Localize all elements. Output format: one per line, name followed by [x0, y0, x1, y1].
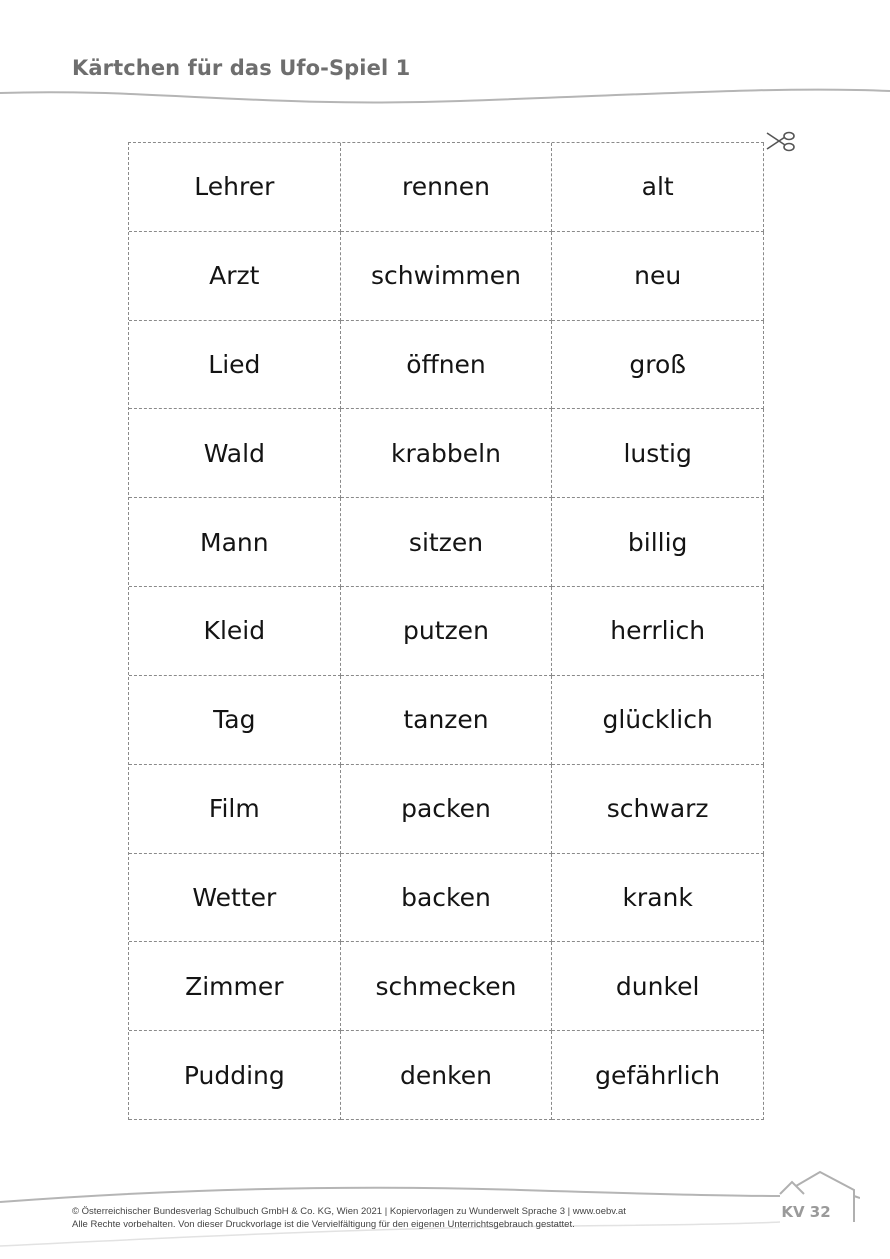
footer-copyright: [72, 1205, 626, 1231]
word-card: dunkel: [552, 942, 764, 1031]
word-card: krank: [552, 854, 764, 943]
word-card: Mann: [129, 498, 341, 587]
header-divider: [0, 86, 890, 112]
word-card: rennen: [341, 143, 553, 232]
word-card: Pudding: [129, 1031, 341, 1120]
page-title: Kärtchen für das Ufo-Spiel 1: [72, 56, 411, 80]
word-card: sitzen: [341, 498, 553, 587]
word-card: groß: [552, 321, 764, 410]
word-card: Arzt: [129, 232, 341, 321]
word-card: packen: [341, 765, 553, 854]
word-card: krabbeln: [341, 409, 553, 498]
word-card: putzen: [341, 587, 553, 676]
word-card-grid: [128, 142, 764, 1120]
word-card: öffnen: [341, 321, 553, 410]
word-card: Zimmer: [129, 942, 341, 1031]
word-card: Wetter: [129, 854, 341, 943]
word-card: alt: [552, 143, 764, 232]
word-card: denken: [341, 1031, 553, 1120]
page-number-badge: KV 32: [781, 1203, 831, 1221]
word-card: backen: [341, 854, 553, 943]
scissors-icon: [764, 128, 796, 156]
word-card: herrlich: [552, 587, 764, 676]
word-card: neu: [552, 232, 764, 321]
footer-line-1: © Österreichischer Bundesverlag Schulbuch GmbH & Co. KG, Wien 2021 | Kopiervorlagen zu Wunderwelt Sprache 3 | www.oebv.at: [72, 1206, 626, 1217]
word-card: gefährlich: [552, 1031, 764, 1120]
word-card: schwimmen: [341, 232, 553, 321]
word-card: schmecken: [341, 942, 553, 1031]
word-card: Lehrer: [129, 143, 341, 232]
word-card: Tag: [129, 676, 341, 765]
footer-line-2: Alle Rechte vorbehalten. Von dieser Druckvorlage ist die Vervielfältigung für den eigenen Unterrichtsgebrauch gestattet.: [72, 1219, 575, 1230]
word-card: billig: [552, 498, 764, 587]
word-card: tanzen: [341, 676, 553, 765]
word-card: schwarz: [552, 765, 764, 854]
word-card: lustig: [552, 409, 764, 498]
word-card: Lied: [129, 321, 341, 410]
word-card: Wald: [129, 409, 341, 498]
word-card: Kleid: [129, 587, 341, 676]
word-card: Film: [129, 765, 341, 854]
word-card: glücklich: [552, 676, 764, 765]
